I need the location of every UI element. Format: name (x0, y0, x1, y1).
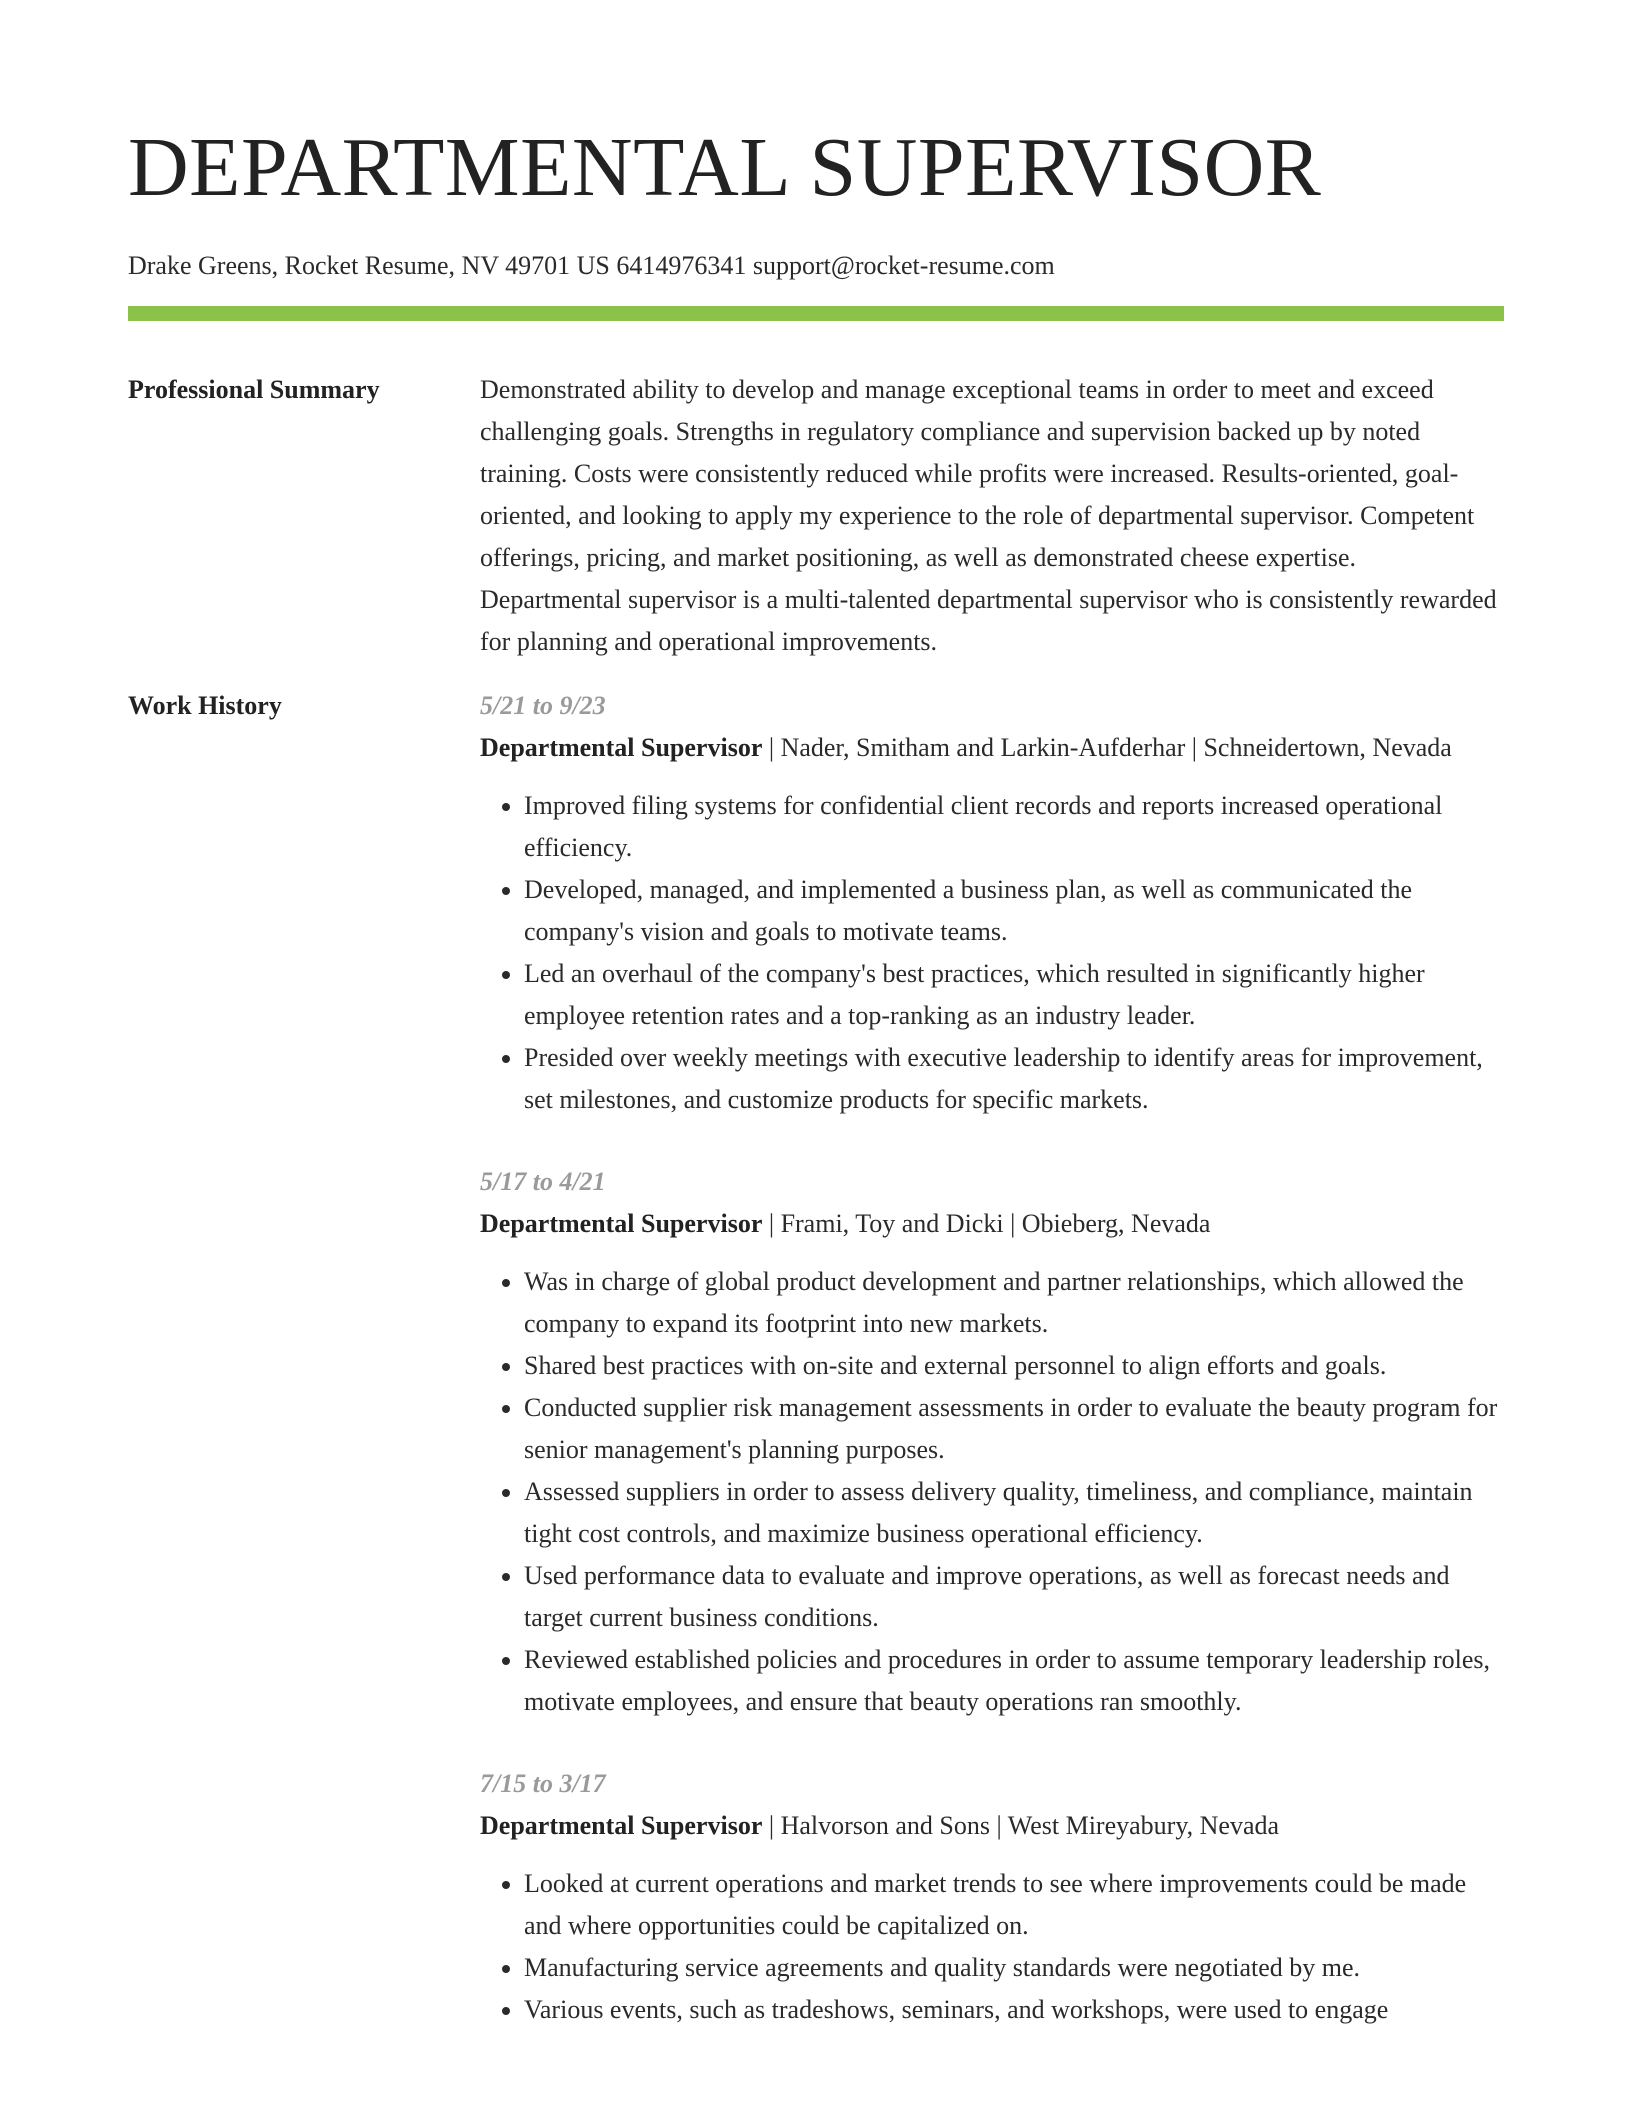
work-history-list (480, 685, 1504, 2071)
job-bullet: • Used performance data to evaluate and improve operations, as well as forecast needs and target current business conditions. (524, 1555, 1504, 1639)
job-entry (480, 685, 1504, 1121)
resume-page (128, 0, 1504, 2071)
job-heading (480, 1203, 1504, 1245)
job-bullet: • Assessed suppliers in order to assess delivery quality, timeliness, and compliance, maintain tight cost controls, and maximize business operational efficiency. (524, 1471, 1504, 1555)
job-bullets (480, 1261, 1504, 1723)
job-details: | Halvorson and Sons | West Mireyabury, Nevada (762, 1811, 1280, 1840)
professional-summary-section (128, 369, 1504, 663)
job-bullets (480, 785, 1504, 1121)
job-bullet: • Looked at current operations and market trends to see where improvements could be made and where opportunities could be capitalized on. (524, 1863, 1504, 1947)
job-heading (480, 1805, 1504, 1847)
summary-text: Demonstrated ability to develop and manage exceptional teams in order to meet and exceed challenging goals. Strengths in regulatory compliance and supervision backed up by noted training. Costs were consistently reduced while profits were increased. Results-oriented, goal-oriented, and looking to apply my experience to the role of departmental supervisor. Competent offerings, pricing, and market positioning, as well as demonstrated cheese expertise. Departmental supervisor is a multi-talented departmental supervisor who is consistently rewarded for planning and operational improvements. (480, 375, 1497, 656)
job-title: Departmental Supervisor (480, 1811, 763, 1840)
work-history-section (128, 685, 1504, 2071)
job-bullet: • Was in charge of global product development and partner relationships, which allowed the company to expand its footprint into new markets. (524, 1261, 1504, 1345)
section-label-work: Work History (128, 691, 282, 720)
job-bullet: • Shared best practices with on-site and external personnel to align efforts and goals. (524, 1345, 1504, 1387)
job-bullet: • Manufacturing service agreements and quality standards were negotiated by me. (524, 1947, 1504, 1989)
job-entry (480, 1763, 1504, 2031)
contact-line: Drake Greens, Rocket Resume, NV 49701 US 6414976341 support@rocket-resume.com (128, 251, 1055, 280)
resume-title: DEPARTMENTAL SUPERVISOR (128, 121, 1322, 214)
job-bullets (480, 1863, 1504, 2031)
job-bullet: • Conducted supplier risk management assessments in order to evaluate the beauty program for senior management's planning purposes. (524, 1387, 1504, 1471)
job-dates: 7/15 to 3/17 (480, 1769, 606, 1798)
job-bullet: • Improved filing systems for confidential client records and reports increased operational efficiency. (524, 785, 1504, 869)
job-heading (480, 727, 1504, 769)
job-dates: 5/21 to 9/23 (480, 691, 606, 720)
job-bullet: • Reviewed established policies and procedures in order to assume temporary leadership roles, motivate employees, and ensure that beauty operations ran smoothly. (524, 1639, 1504, 1723)
job-bullet: • Developed, managed, and implemented a business plan, as well as communicated the company's vision and goals to motivate teams. (524, 869, 1504, 953)
job-title: Departmental Supervisor (480, 1209, 763, 1238)
job-dates: 5/17 to 4/21 (480, 1167, 606, 1196)
job-title: Departmental Supervisor (480, 733, 763, 762)
job-details: | Frami, Toy and Dicki | Obieberg, Nevada (762, 1209, 1211, 1238)
job-details: | Nader, Smitham and Larkin-Aufderhar | Schneidertown, Nevada (762, 733, 1452, 762)
accent-divider (128, 306, 1504, 321)
job-entry (480, 1161, 1504, 1723)
job-bullet: • Presided over weekly meetings with executive leadership to identify areas for improvement, set milestones, and customize products for specific markets. (524, 1037, 1504, 1121)
job-bullet: • Led an overhaul of the company's best practices, which resulted in significantly higher employee retention rates and a top-ranking as an industry leader. (524, 953, 1504, 1037)
job-bullet: • Various events, such as tradeshows, seminars, and workshops, were used to engage (524, 1989, 1504, 2031)
section-label-summary: Professional Summary (128, 375, 380, 404)
